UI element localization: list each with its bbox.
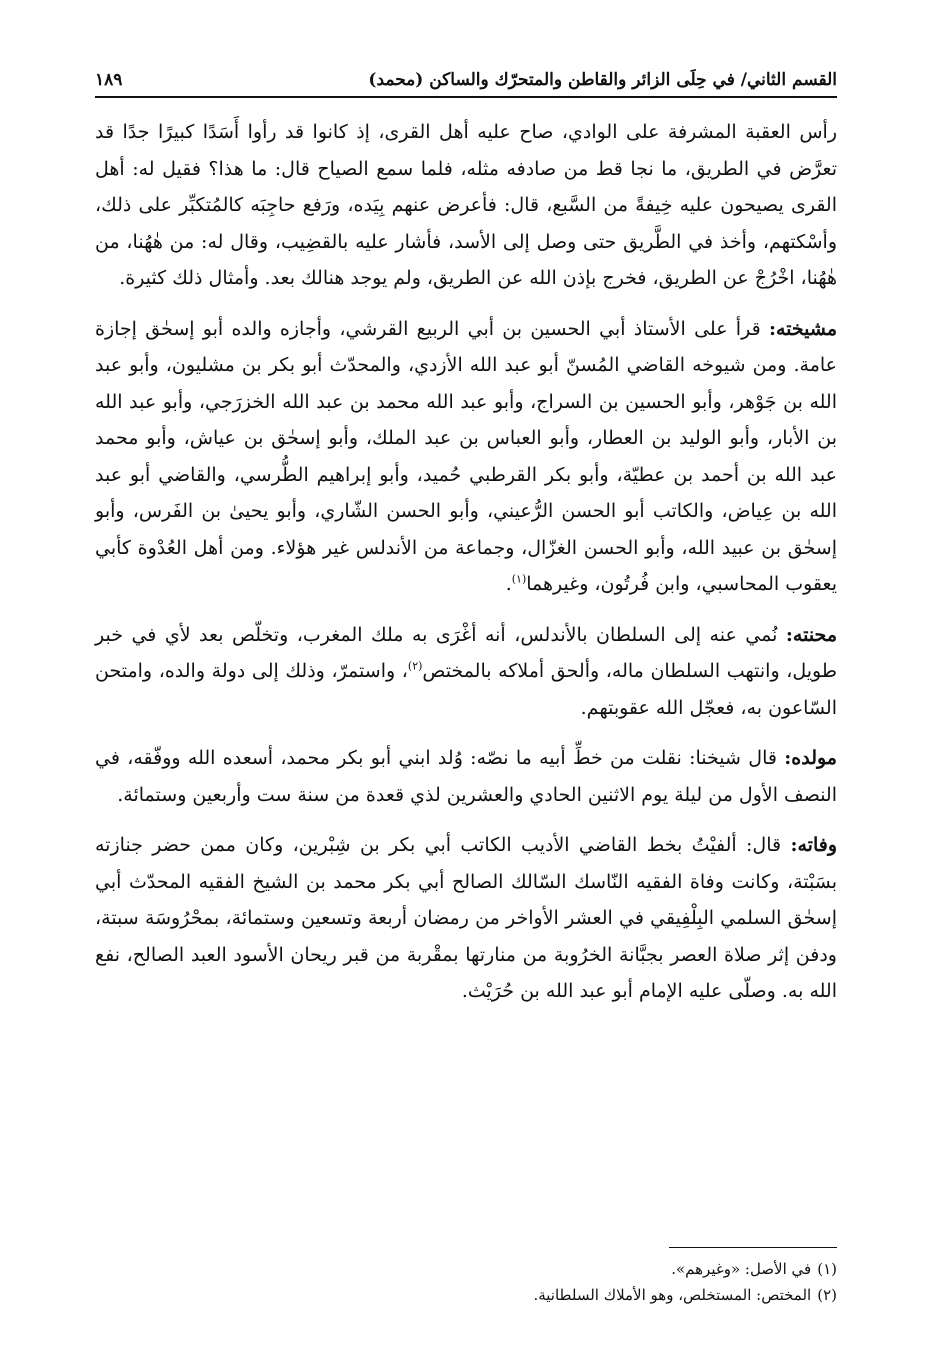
running-title: القسم الثاني/ في حِلَى الزائر والقاطن والمتحرّك والساكن (محمد)	[368, 70, 837, 90]
paragraph-tail: ، واستمرّ، وذلك إلى دولة والده، وامتحن السّاعون به، فعجّل الله عقوبتهم.	[95, 660, 837, 719]
footnote-1	[95, 1256, 837, 1282]
section-heading: محنته:	[785, 623, 837, 646]
paragraph-mashyakha	[95, 311, 837, 603]
paragraph-lion-story	[95, 114, 837, 297]
footnote-number: (١)	[817, 1260, 837, 1278]
paragraph-mawlid	[95, 740, 837, 813]
footnotes	[95, 1256, 837, 1308]
section-heading: مشيخته:	[768, 317, 837, 340]
paragraph-text: قال: ألفيْتُ بخط القاضي الأديب الكاتب أبي بكر بن شِبْرين، وكان ممن حضر جنازته بسَبْتة، وكانت وفاة الفقيه النّاسك السّالك الصالح أبي بكر محمد بن الشيخ الفقيه المحدّث أبي إسحٰق السلمي البِلْفِيقي في العشر الأواخر من رمضان أربعة وتسعين وستمائة، بمحْرُوسَة سبتة، ودفن إثر صلاة العصر بجبَّانة الخرُوبة من منارتها بمقْربة من قبر ريحان الأسود العبد الصالح، نفع الله به. وصلّى عليه الإمام أبو عبد الله بن حُرَيْث.	[95, 834, 837, 1002]
header-rule	[95, 96, 837, 98]
footnote-ref[interactable]: (٢)	[407, 659, 423, 673]
section-heading: مولده:	[784, 747, 837, 769]
paragraph-mihna	[95, 617, 837, 727]
paragraph-tail: .	[505, 573, 512, 595]
footnote-number: (٢)	[817, 1286, 837, 1304]
page-header	[95, 56, 837, 90]
footnote-text: في الأصل: «وغيرهم».	[671, 1260, 812, 1278]
footnote-text: المختص: المستخلص، وهو الأملاك السلطانية.	[533, 1286, 812, 1304]
footnote-2	[95, 1282, 837, 1308]
paragraph-wafat	[95, 827, 837, 1010]
main-text	[95, 114, 837, 1024]
paragraph-text: نُمي عنه إلى السلطان بالأندلس، أنه أغْرَى به ملك المغرب، وتخلّص بعد لأي في خبر طويل، وانتهب السلطان ماله، وألحق أملاكه بالمختص	[95, 623, 837, 682]
paragraph-text: رأس العقبة المشرفة على الوادي، صاح عليه أهل القرى، إذ كانوا قد رأوا أَسَدًا كبيرًا جدًا قد تعرَّض في الطريق، ما نجا قط من صادفه مثله، فلما سمع الصياح قال: ما هذا؟ فقيل له: أهل القرى يصيحون عليه خِيفةً من السَّبع، قال: فأعرض عنهم بِيَده، ورَفع حاجِبَه كالمُتكبِّر على ذلك، وأسْكتهم، وأخذ في الطَّريق حتى وصل إلى الأسد، فأشار عليه بالقضِيب، وقال له: من هٰهُنا، من هٰهُنا، اخْرُجْ عن الطريق، فخرج بإذن الله عن الطريق، ولم يوجد هنالك بعد. وأمثال ذلك كثيرة.	[95, 121, 837, 289]
footnote-ref[interactable]: (١)	[511, 572, 527, 586]
paragraph-text: قرأ على الأستاذ أبي الحسين بن أبي الربيع القرشي، وأجازه والده أبو إسحٰق إجازة عامة. ومن شيوخه القاضي المُسنّ أبو عبد الله الأزدي، والمحدّث أبو بكر بن مشليون، وأبو عبد الله بن جَوْهر، وأبو الحسين بن السراج، وأبو عبد الله محمد بن عبد الله الخزرَجي، وأبو عبد الله بن الأبار، وأبو الوليد بن العطار، وأبو العباس بن عبد الملك، وأبو إسحٰق بن عياش، وأبو محمد عبد الله بن أحمد بن عطيّة، وأبو بكر القرطبي حُميد، وأبو إبراهيم الطُّرسي، والقاضي أبو عبد الله بن عِياض، والكاتب أبو الحسن الرُّعيني، وأبو الحسن الشّاري، وأبو يحيىٰ بن الفَرس، وأبو إسحٰق بن عبيد الله، وأبو الحسن الغزّال، وجماعة من الأندلس غير هؤلاء. ومن أهل العُدْوة كأبي يعقوب المحاسبي، وابن فُرتُون، وغيرهما	[95, 317, 837, 595]
paragraph-text: قال شيخنا: نقلت من خطِّ أبيه ما نصّه: وُلد ابني أبو بكر محمد، أسعده الله ووفّقه، في النصف الأول من ليلة يوم الاثنين الحادي والعشرين لذي قعدة من سنة ست وأربعين وستمائة.	[95, 747, 837, 806]
footnote-rule	[669, 1247, 837, 1248]
page-number: ١٨٩	[95, 70, 123, 90]
section-heading: وفاته:	[790, 834, 837, 856]
